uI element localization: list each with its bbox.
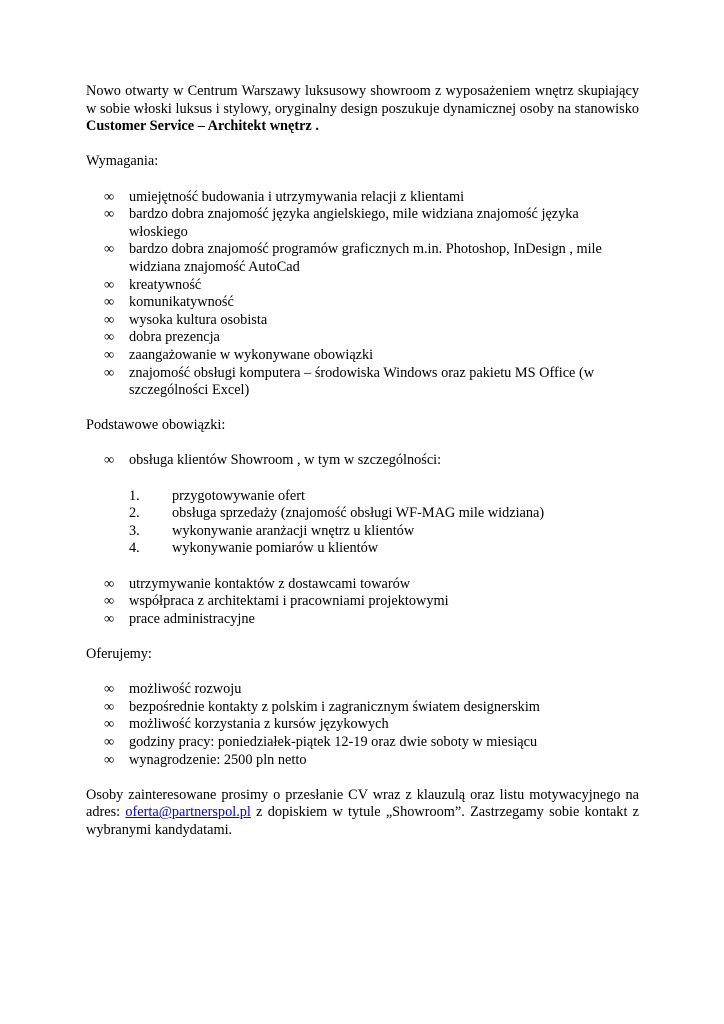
- list-item-text: współpraca z architektami i pracowniami projektowymi: [129, 593, 449, 610]
- list-item-text: zaangażowanie w wykonywane obowiązki: [129, 346, 374, 363]
- list-item: [86, 206, 639, 241]
- infinity-bullet-icon: ∞: [104, 751, 115, 768]
- list-item: [86, 752, 639, 770]
- infinity-bullet-icon: ∞: [104, 276, 115, 293]
- requirements-heading: Wymagania:: [86, 153, 159, 170]
- numbered-item-text: przygotowywanie ofert: [172, 487, 305, 504]
- list-item-text: prace administracyjne: [129, 610, 255, 627]
- position-title: Customer Service – Architekt wnętrz .: [86, 118, 319, 135]
- list-item: [86, 681, 639, 699]
- email-link[interactable]: oferta@partnerspol.pl: [125, 804, 251, 821]
- infinity-bullet-icon: ∞: [104, 575, 115, 592]
- list-item: [86, 576, 639, 594]
- list-item-text: utrzymywanie kontaktów z dostawcami towarów: [129, 575, 411, 592]
- numbered-item: [86, 523, 639, 541]
- list-item: [86, 277, 639, 295]
- list-item: [86, 734, 639, 752]
- infinity-bullet-icon: ∞: [104, 206, 115, 223]
- infinity-bullet-icon: ∞: [104, 241, 115, 258]
- item-number: 4.: [129, 540, 140, 557]
- infinity-bullet-icon: ∞: [104, 716, 115, 733]
- list-item: [86, 241, 639, 276]
- infinity-bullet-icon: ∞: [104, 294, 115, 311]
- intro-paragraph: [86, 83, 639, 136]
- infinity-bullet-icon: ∞: [104, 329, 115, 346]
- closing-text-before: Osoby zainteresowane prosimy o przesłanie CV wraz z klauzulą oraz listu motywacyjnego na adres:: [86, 786, 639, 821]
- infinity-bullet-icon: ∞: [104, 733, 115, 750]
- list-item-text: godziny pracy: poniedziałek-piątek 12-19 oraz dwie soboty w miesiącu: [129, 733, 538, 750]
- infinity-bullet-icon: ∞: [104, 681, 115, 698]
- item-number: 2.: [129, 505, 140, 522]
- intro-text: Nowo otwarty w Centrum Warszawy luksusowy showroom z wyposażeniem wnętrz skupiający w sobie włoski luksus i stylowy, oryginalny design poszukuje dynamicznej osoby na stanowisko: [86, 83, 639, 117]
- list-item: [86, 699, 639, 717]
- infinity-bullet-icon: ∞: [104, 698, 115, 715]
- item-number: 1.: [129, 487, 140, 504]
- list-item-text: bardzo dobra znajomość języka angielskiego, mile widziana znajomość języka włoskiego: [129, 206, 579, 240]
- list-item-text: umiejętność budowania i utrzymywania relacji z klientami: [129, 188, 465, 205]
- infinity-bullet-icon: ∞: [104, 311, 115, 328]
- list-item-text: znajomość obsługi komputera – środowiska Windows oraz pakietu MS Office (w szczególności Excel): [129, 364, 595, 399]
- list-item-text: komunikatywność: [129, 294, 234, 311]
- list-item-text: bardzo dobra znajomość programów graficznych m.in. Photoshop, InDesign , mile widziana znajomość AutoCad: [129, 241, 602, 275]
- item-number: 3.: [129, 522, 140, 539]
- duties-heading: Podstawowe obowiązki:: [86, 417, 226, 434]
- list-item: [86, 294, 639, 312]
- list-item: [86, 329, 639, 347]
- document-content: [86, 83, 639, 840]
- infinity-bullet-icon: ∞: [104, 188, 115, 205]
- numbered-item-text: wykonywanie pomiarów u klientów: [172, 540, 379, 557]
- infinity-bullet-icon: ∞: [104, 364, 115, 381]
- list-item: [86, 452, 639, 470]
- numbered-item: [86, 505, 639, 523]
- infinity-bullet-icon: ∞: [104, 346, 115, 363]
- duties-other-list: [86, 576, 639, 629]
- list-item: [86, 189, 639, 207]
- numbered-item: [86, 540, 639, 558]
- list-item: [86, 365, 639, 400]
- list-item: [86, 593, 639, 611]
- list-item: [86, 716, 639, 734]
- list-item-text: bezpośrednie kontakty z polskim i zagranicznym światem designerskim: [129, 698, 540, 715]
- list-item-text: dobra prezencja: [129, 329, 220, 346]
- list-item: [86, 611, 639, 629]
- closing-paragraph: [86, 787, 639, 840]
- list-item-text: możliwość rozwoju: [129, 681, 242, 698]
- closing-text-after: z dopiskiem w tytule „Showroom”. Zastrzegamy sobie kontakt z wybranymi kandydatami.: [86, 804, 639, 838]
- list-item: [86, 312, 639, 330]
- list-item-text: wynagrodzenie: 2500 pln netto: [129, 751, 307, 768]
- requirements-list: [86, 189, 639, 400]
- numbered-item-text: obsługa sprzedaży (znajomość obsługi WF-MAG mile widziana): [172, 505, 545, 522]
- numbered-item: [86, 488, 639, 506]
- infinity-bullet-icon: ∞: [104, 610, 115, 627]
- infinity-bullet-icon: ∞: [104, 452, 115, 469]
- numbered-item-text: wykonywanie aranżacji wnętrz u klientów: [172, 522, 415, 539]
- offer-list: [86, 681, 639, 769]
- duties-main-list: [86, 452, 639, 470]
- infinity-bullet-icon: ∞: [104, 593, 115, 610]
- list-item: [86, 347, 639, 365]
- duties-numbered-list: [86, 488, 639, 558]
- list-item-text: wysoka kultura osobista: [129, 311, 268, 328]
- duties-main-item: obsługa klientów Showroom , w tym w szczególności:: [129, 452, 442, 469]
- offer-heading: Oferujemy:: [86, 646, 152, 662]
- list-item-text: możliwość korzystania z kursów językowych: [129, 716, 389, 733]
- list-item-text: kreatywność: [129, 276, 202, 293]
